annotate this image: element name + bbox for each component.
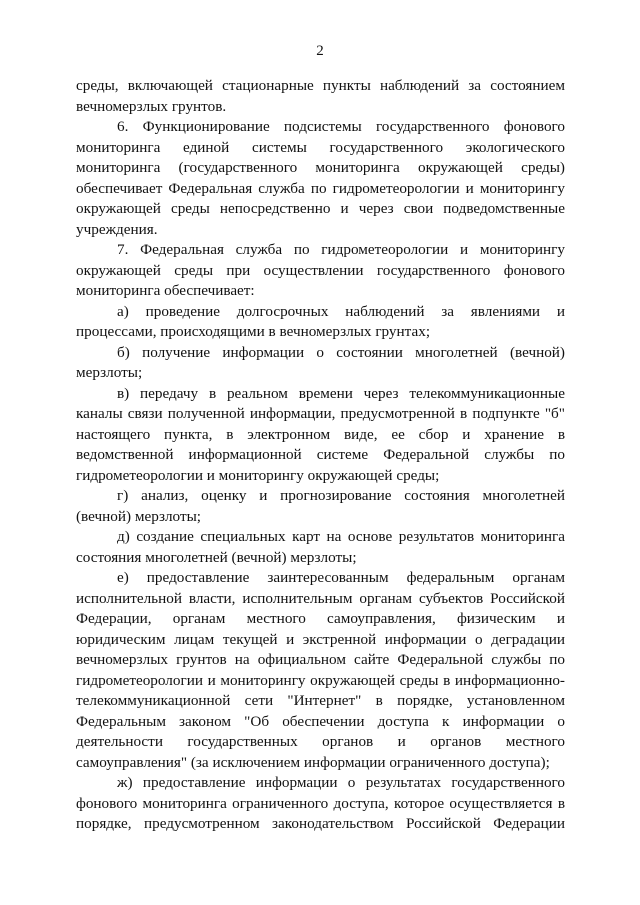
paragraph-item-6: 6. Функционирование подсистемы государственного фонового мониторинга единой системы государственного экологического мониторинга (государственного мониторинга окружающей среды) обеспечивает Федеральная служба по гидрометеорологии и мониторингу окружающей среды непосредственно и через свои подведомственные учреждения.	[76, 118, 565, 238]
subparagraph-v: в) передачу в реальном времени через телекоммуникационные каналы связи полученной информации, предусмотренной в подпункте "б" настоящего пункта, в электронном виде, ее сбор и хранение в ведомственной информационной системе Федеральной службы по гидрометеорологии и мониторингу окружающей среды;	[76, 384, 565, 484]
subparagraph-g: г) анализ, оценку и прогнозирование состояния многолетней (вечной) мерзлоты;	[76, 487, 565, 525]
subparagraph-d: д) создание специальных карт на основе результатов мониторинга состояния многолетней (вечной) мерзлоты;	[76, 528, 565, 566]
paragraph-continuation: среды, включающей стационарные пункты наблюдений за состоянием вечномерзлых грунтов.	[76, 77, 565, 115]
subparagraph-e: е) предоставление заинтересованным федеральным органам исполнительной власти, исполнительным органам субъектов Российской Федерации, органам местного самоуправления, физическим и юридическим лицам текущей и экстренной информации о деградации вечномерзлых грунтов на официальном сайте Федеральной службы по гидрометеорологии и мониторингу окружающей среды в информационно-телекоммуникационной сети "Интернет" в порядке, установленном Федеральным законом "Об обеспечении доступа к информации о деятельности государственных органов и органов местного самоуправления" (за исключением информации ограниченного доступа);	[76, 569, 565, 771]
paragraph-item-7: 7. Федеральная служба по гидрометеорологии и мониторингу окружающей среды при осуществлении государственного фонового мониторинга обеспечивает:	[76, 241, 565, 299]
subparagraph-zh: ж) предоставление информации о результатах государственного фонового мониторинга ограниченного доступа, которое осуществляется в порядке, предусмотренном законодательством Российской Федерации	[76, 774, 565, 832]
document-body	[76, 76, 565, 835]
page-number: 2	[316, 43, 324, 59]
subparagraph-b: б) получение информации о состоянии многолетней (вечной) мерзлоты;	[76, 343, 565, 381]
subparagraph-a: а) проведение долгосрочных наблюдений за явлениями и процессами, происходящими в вечномерзлых грунтах;	[76, 302, 565, 340]
